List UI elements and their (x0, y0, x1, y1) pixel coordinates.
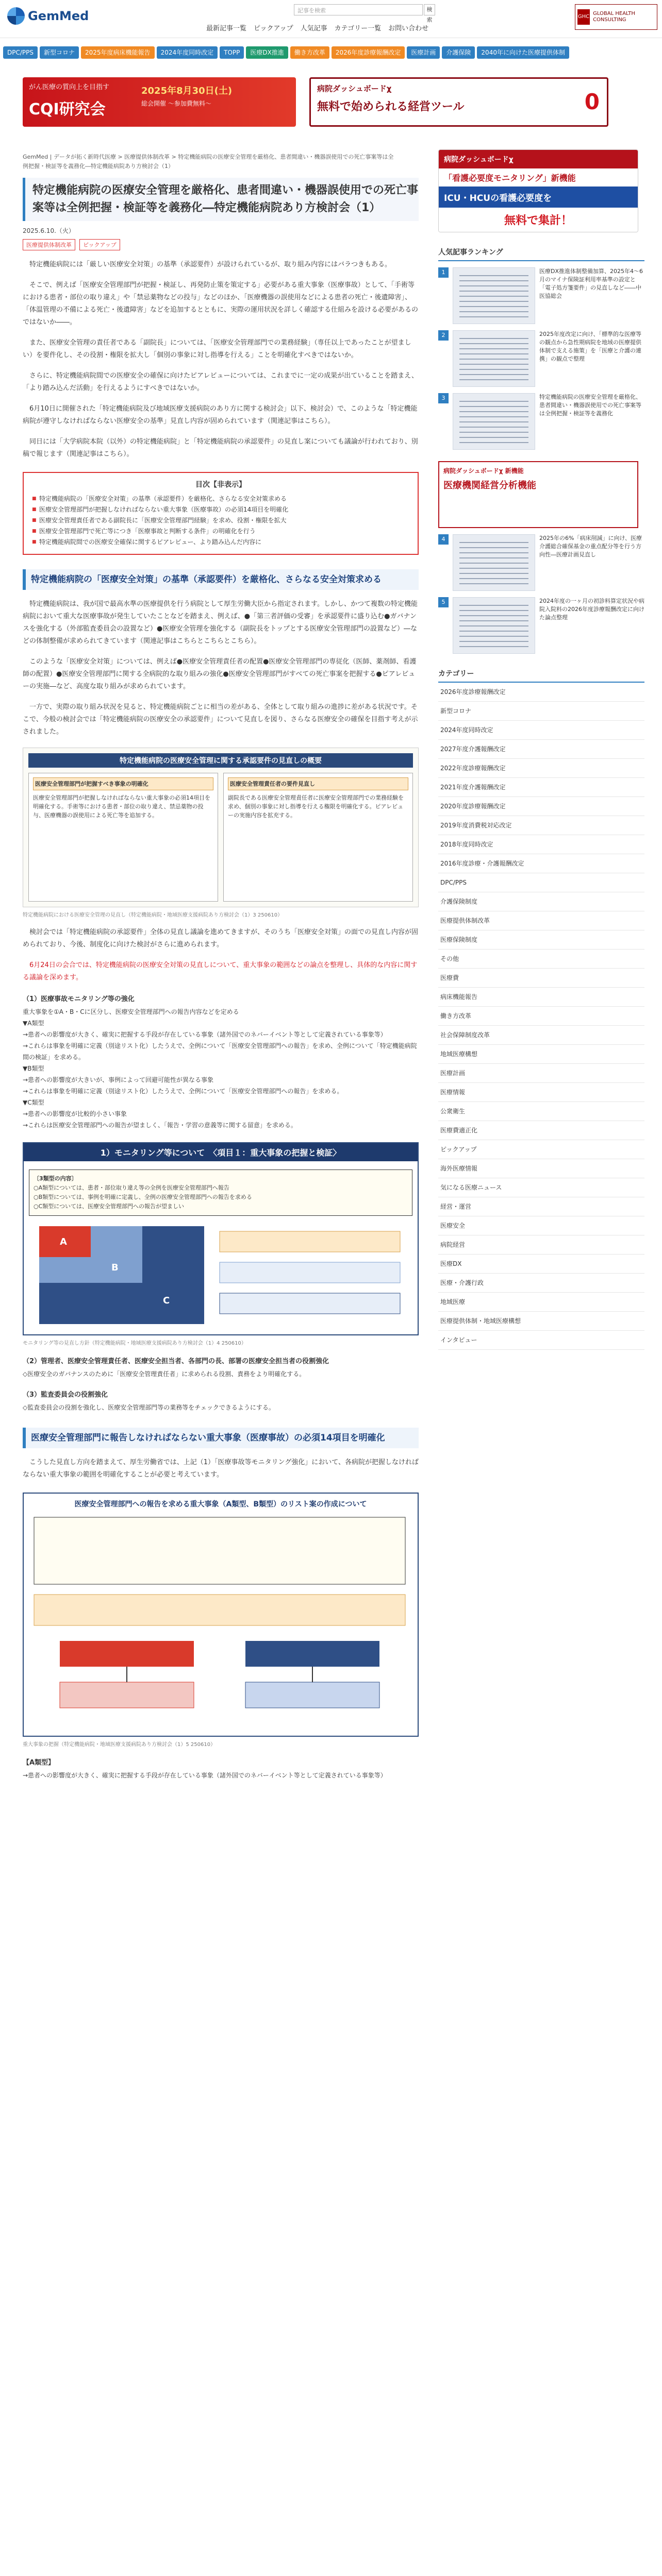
cat-tab[interactable]: 働き方改革 (290, 46, 329, 59)
toc-heading[interactable]: 目次【非表示】 (195, 481, 246, 489)
category-item[interactable]: 経営・運営 (438, 1197, 644, 1216)
toc-item[interactable]: ■ 医療安全管理責任者である副院長に「医療安全管理部門経験」を求め、役割・権限を拡大 (32, 515, 409, 526)
rank-thumbnail (453, 267, 535, 324)
ghc-text: GLOBAL HEALTH CONSULTING (593, 11, 635, 23)
figure-panel-text: 副院長である医療安全管理責任者に医療安全管理部門での業務経験を求め、個別の事象に対し指導を行える権限を明確化する。ピアレビューの実施内容を拡充する。 (228, 794, 404, 819)
toc-item[interactable]: ■ 医療安全管理部門で死亡等につき「医療事故と判断する条件」の明確化を行う (32, 526, 409, 537)
rank-number: 1 (438, 267, 449, 278)
ad-blue: ICU・HCUの看護必要度を (439, 187, 638, 208)
ranking-item[interactable] (438, 534, 644, 591)
subsection-heading: （3）監査委員会の役割強化 (23, 1391, 108, 1399)
figure-line: 〔3類型の内容〕 (34, 1175, 77, 1182)
cat-tab[interactable]: 2026年度診療報酬改定 (332, 46, 405, 59)
ranking-heading: 人気記事ランキング (438, 247, 644, 261)
diagram-label-a: A (60, 1236, 67, 1247)
diagram-box-a-list (60, 1682, 194, 1708)
category-item[interactable]: 医療提供体制改革 (438, 911, 644, 930)
ad-sub: 「看護必要度モニタリング」新機能 (439, 168, 638, 187)
ad-free: 無料で集計！ (439, 208, 638, 232)
search-button[interactable]: 検索 (424, 4, 435, 15)
rank-number: 5 (438, 597, 449, 607)
section-heading: 特定機能病院の「医療安全対策」の基準（承認要件）を厳格化、さらなる安全対策求める (23, 569, 419, 590)
ad2-main: 医療機関経営分析機能 (443, 480, 536, 491)
toc-item[interactable]: ■ 特定機能病院間での医療安全確保に関するピアレビュー、より踏み込んだ内容に (32, 537, 409, 548)
figure-panel (223, 773, 413, 902)
cat-tab[interactable]: 医療計画 (407, 46, 440, 59)
figure-panel-heading: 医療安全管理責任者の要件見直し (228, 777, 408, 790)
dashboard-banner-main: 無料で始められる経営ツール (317, 100, 465, 113)
sidebar-ad-nursing[interactable] (438, 149, 638, 232)
diagram-box-a (60, 1641, 194, 1667)
category-item[interactable]: その他 (438, 950, 644, 969)
cqi-date: 2025年8月30日(土) (141, 86, 233, 96)
table-of-contents (23, 472, 419, 555)
diagram-box-b (245, 1641, 379, 1667)
figure-event-list[interactable] (23, 1493, 419, 1737)
category-item[interactable]: 2024年度同時改定 (438, 721, 644, 740)
paragraph: 検討会では「特定機能病院の承認要件」全体の見直し議論を進めてきますが、そのうち「医療安全対策」の面での見直し内容が固められており、今後、制度化に向けた検討がさらに進められます。 (23, 928, 419, 948)
cat-tab[interactable]: 2024年度同時改定 (157, 46, 218, 59)
abc-diagram-svg (29, 1221, 410, 1329)
category-item[interactable]: 2016年度診療・介護報酬改定 (438, 854, 644, 873)
cat-tab[interactable]: 2025年度病床機能報告 (81, 46, 155, 59)
rank-number: 2 (438, 330, 449, 341)
cqi-title: CQI研究会 (29, 100, 106, 118)
category-item[interactable]: 新型コロナ (438, 702, 644, 721)
paragraph: また、医療安全管理の責任者である「副院長」については、「医療安全管理部門での業務経験」（専任以上であったことが望ましい）を要件化し、その役割・権限を拡大し「個別の事象に対し指導を行える」ことを明確化すべきではないか。 (23, 339, 411, 359)
nav-popular[interactable]: 人気記事 (300, 25, 327, 32)
header (0, 0, 662, 38)
top-nav (206, 23, 428, 32)
dashboard-banner[interactable] (309, 77, 608, 127)
category-item[interactable]: 社会保障制度改革 (438, 1026, 644, 1045)
category-item[interactable]: DPC/PPS (438, 873, 644, 892)
sidebar-ad-dashboard[interactable] (438, 461, 638, 528)
diagram-box (34, 1517, 405, 1584)
article-tags (23, 239, 419, 250)
ranking-item[interactable] (438, 597, 644, 654)
nav-pickup[interactable]: ピックアップ (254, 25, 293, 32)
category-list (438, 683, 644, 1350)
figure-title: 1）モニタリング等について 〈項目１：重大事象の把握と検証〉 (24, 1143, 418, 1161)
paragraph: 特定機能病院には「厳しい医療安全対策」の基準（承認要件）が設けられているが、取り組み内容にはバラつきもある。 (29, 261, 392, 268)
figure-title: 医療安全管理部門への報告を求める重大事象（A類型、B類型）のリスト案の作成について (74, 1500, 367, 1509)
rank-text: 2025年度改定に向け、「標準的な医療等の観点から急性期病院を地域の医療提供体制で支える施策」を「医療と介護の連携」の観点で整理 (539, 331, 642, 362)
rank-text: 2024年度の一ヶ月の初診料算定状況や病院入院料の2026年度診療報酬改定に向けた論点整理 (539, 598, 644, 621)
cat-tab[interactable]: 2040年に向けた医療提供体制 (477, 46, 569, 59)
category-item[interactable]: 医療DX (438, 1255, 644, 1274)
logo-text: GemMed (28, 9, 89, 23)
category-item[interactable]: 医療・介護行政 (438, 1274, 644, 1293)
figure-caption: 特定機能病院における医療安全管理の見直し（特定機能病院・地域医療支援病院あり方検討会（1）3 250610） (23, 912, 283, 918)
cat-tab[interactable]: TOPP (220, 46, 244, 59)
search-input[interactable]: 記事を検索 (294, 4, 423, 15)
category-item[interactable]: 病院経営 (438, 1235, 644, 1255)
category-item[interactable]: 医療安全 (438, 1216, 644, 1235)
paragraph: 特定機能病院は、我が国で最高水準の医療提供を行う病院として厚生労働大臣から指定されます。しかし、かつて複数の特定機能病院において重大な医療事故が発生していたことなどを踏まえ、例えば、●「第三者評価の受審」を承認要件に盛り込む●ガバナンスを強化する（外部監査委員会の設置など）●医療安全管理を強化する（副院長をトップとする医療安全管理部門の設置など）―などの体制整備が求められてきています（関連記事はこちらとこちらとこちら）。 (23, 600, 418, 645)
ranking-item[interactable] (438, 330, 644, 387)
event-list-diagram-svg (29, 1512, 410, 1728)
article (23, 178, 419, 1781)
figure-line: ○A類型については、患者・部位取り違え等の全例を医療安全管理部門へ報告 (34, 1184, 229, 1191)
toc-item[interactable]: ■ 特定機能病院の「医療安全対策」の基準（承認要件）を厳格化、さらなる安全対策求める (32, 494, 409, 504)
category-item[interactable]: 2027年度介護報酬改定 (438, 740, 644, 759)
subsection-body: ◇監査委員会の役割を強化し、医療安全管理部門等の業務等をチェックできるようにする。 (23, 1404, 275, 1411)
subsection-heading: 【A類型】 (23, 1759, 55, 1767)
rank-text: 2025年の6%「病床削減」に向け、医療介護総合確保基金の重点配分等を行う方向性―医療計画見直し (539, 535, 642, 558)
sidebar (438, 149, 644, 1350)
nav-contact[interactable]: お問い合わせ (388, 25, 429, 32)
nav-categories[interactable]: カテゴリー一覧 (334, 25, 382, 32)
category-item[interactable]: 2026年度診療報酬改定 (438, 683, 644, 702)
cat-tab[interactable]: 新型コロナ (40, 46, 79, 59)
rank-thumbnail (453, 597, 535, 654)
rank-thumbnail (453, 393, 535, 450)
category-item[interactable]: 医療費適正化 (438, 1121, 644, 1140)
category-item[interactable]: ピックアップ (438, 1140, 644, 1159)
subsection-body: 重大事象を①A・B・Cに区分し、医療安全管理部門への報告内容などを定める ▼A類型 →患者への影響度が大きく、確実に把握する手段が存在している事象（諸外国でのネバーイベント等として定義されている事象等） →これらは事象を明確に定義（別途リスト化）したうえで、全例について「医療安全管理部門への報告」を求め、全例について「特定機能病院間の検証」を求める。 ▼B類型 →患者への影響度が大きいが、事例によって回避可能性が異なる事象 →これらは事象を明確に定義（別途リスト化）したうえで、全例について「医療安全管理部門への報告」を求める。 ▼C類型 →患者への影響度が比較的小さい事象 →これらは医療安全管理部門への報告が望ましく、「報告・学習の意義等に関する留意」を求める。 (23, 1008, 417, 1129)
figure-panel-text: 医療安全管理部門が把握しなければならない重大事象の必須14項目を明確化する。手術等における患者・部位の取り違え、禁忌薬物の投与、医療機器の誤使用による死亡等を追加する。 (33, 794, 210, 819)
breadcrumb: GemMed | データが拓く新時代医療 > 医療提供体制改革 > 特定機能病院の医療安全管理を厳格化、患者間違い・機器誤使用での死亡事案等は全例把握・検証等を義務化―特定機能病院あり方検討会（1） (23, 154, 394, 170)
cat-tab[interactable]: 介護保険 (442, 46, 475, 59)
tag[interactable]: ピックアップ (79, 239, 120, 250)
category-item[interactable]: 海外医療情報 (438, 1159, 644, 1178)
rank-thumbnail (453, 534, 535, 591)
category-item[interactable]: 医療提供体制・地域医療構想 (438, 1312, 644, 1331)
dashboard-banner-zero: 0 (584, 89, 600, 114)
diagram-box-b-list (245, 1682, 379, 1708)
category-item[interactable]: 地域医療構想 (438, 1045, 644, 1064)
diagram-note-box (220, 1293, 400, 1314)
figure-panel (28, 773, 218, 902)
figure-monitoring[interactable] (23, 1142, 419, 1335)
paragraph: 一方で、実際の取り組み状況を見ると、特定機能病院ごとに相当の差がある、全体として取り組みの進捗に差がある状況です。そこで、今般の検討会では「特定機能病院の医療安全の承認要件」について見直しを図り、さらなる医療安全の確保を目指す考えが示されました。 (23, 703, 418, 736)
category-item[interactable]: 2021年度介護報酬改定 (438, 778, 644, 797)
article-date: 2025.6.10.（火） (23, 227, 75, 234)
cqi-sub: がん医療の質向上を目指す (29, 83, 110, 91)
diagram-box (34, 1595, 405, 1625)
figure-diagram (29, 1221, 412, 1329)
nav-latest[interactable]: 最新記事一覧 (206, 25, 247, 32)
dashboard-banner-top: 病院ダッシュボードχ (317, 84, 392, 93)
cat-tab[interactable]: 医療DX推進 (246, 46, 288, 59)
site-logo[interactable] (7, 7, 89, 25)
paragraph: 6月24日の会合では、特定機能病院の医療安全対策の見直しについて、重大事象の範囲などの論点を整理し、具体的な内容に関する議論を深めます。 (23, 961, 418, 981)
toc-item[interactable]: ■ 医療安全管理部門が把握しなければならない重大事象（医療事故）の必須14項目を明確化 (32, 504, 409, 515)
subsection-heading: （2）管理者、医療安全管理責任者、医療安全担当者、各部門の長、部署の医療安全担当者の役割強化 (23, 1358, 329, 1365)
category-item[interactable]: 医療費 (438, 969, 644, 988)
paragraph: 6月10日に開催された「特定機能病院及び地域医療支援病院のあり方に関する検討会」以下、検討会）で、このような「特定機能病院が遵守しなければならない医療安全の基準」見直し内容が固められています（関連記事はこちら）。 (23, 405, 418, 425)
figure-line: ○B類型については、事例を明確に定義し、全例の医療安全管理部門への報告を求める (34, 1194, 252, 1200)
diagram-label-c: C (163, 1295, 170, 1306)
category-item[interactable]: 医療情報 (438, 1083, 644, 1102)
category-item[interactable]: 2019年度消費税対応改定 (438, 816, 644, 835)
figure-panel-heading: 医療安全管理部門が把握すべき事象の明確化 (33, 777, 213, 790)
diagram-label-b: B (111, 1262, 119, 1273)
ghc-banner[interactable] (575, 4, 657, 30)
figure-title: 特定機能病院の医療安全管理に関する承認要件の見直しの概要 (28, 753, 413, 768)
diagram-note-box (220, 1231, 400, 1252)
rank-number: 3 (438, 393, 449, 403)
category-item[interactable]: 医療計画 (438, 1064, 644, 1083)
ranking-item[interactable] (438, 393, 644, 450)
rank-thumbnail (453, 330, 535, 387)
figure-caption: モニタリング等の見直し方針（特定機能病院・地域医療支援病院あり方検討会（1）4 250610） (23, 1341, 246, 1346)
ghc-logo-icon: GHC (577, 9, 590, 25)
cat-tab[interactable]: DPC/PPS (3, 46, 38, 59)
subsection-body: ◇医療安全のガバナンスのために「医療安全管理責任者」に求められる役割、責務をより明確化する。 (23, 1370, 306, 1378)
paragraph: こうした見直し方向を踏まえて、厚生労働省では、上記（1）「医療事故等モニタリング強化」において、各病院が把握しなければならない重大事象の範囲を明確化することが必要と考えています。 (23, 1459, 419, 1479)
category-item[interactable]: 公衆衛生 (438, 1102, 644, 1121)
ranking-item[interactable] (438, 267, 644, 324)
paragraph: そこで、例えば「医療安全管理部門が把握・検証し、再発防止策を策定する」必要がある重大事象（医療事故）として、「手術等における患者・部位の取り違え」や「禁忌薬物などの投与」などのほか、「医療機器の誤使用などによる患者の死亡・後遺障害」、「体温管理の不備による死亡・後遺障害」などを追加するとともに、実際の運用状況を詳しく確認する仕組みを設ける必要があるのではないか――。 (23, 281, 419, 326)
ad2-top: 病院ダッシュボードχ 新機能 (443, 467, 524, 474)
subsection-heading: （1）医療事故モニタリング等の強化 (23, 995, 135, 1003)
rank-text: 医療DX推進体制整備加算、2025年4〜6月のマイナ保険証利用率基準の設定と「電子処方箋要件」の見直しなど――中医協総会 (539, 268, 643, 299)
category-item[interactable]: 2018年度同時改定 (438, 835, 644, 854)
paragraph: さらに、特定機能病院間での医療安全の確保に向けたピアレビューについては、これまでに一定の成果が出ていることを踏まえ、「より踏み込んだ活動」を行えるようにすべきではないか。 (23, 372, 419, 392)
figure-caption: 重大事象の把握（特定機能病院・地域医療支援病院あり方検討会（1）5 250610） (23, 1742, 216, 1748)
rank-number: 4 (438, 534, 449, 545)
cqi-banner[interactable] (23, 77, 296, 127)
logo-mark-icon (7, 7, 25, 25)
subsection-body: →患者への影響度が大きく、確実に把握する手段が存在している事象（諸外国でのネバーイベント等として定義されている事象等） (23, 1772, 387, 1779)
paragraph: 同日には「大学病院本院（以外）の特定機能病院」と「特定機能病院の承認要件」の見直し案についても議論が行われており、別稿で報じます（関連記事はこちら）。 (23, 438, 418, 458)
figure-line: ○C類型については、医療安全管理部門への報告が望ましい (34, 1203, 185, 1210)
rank-text: 特定機能病院の医療安全管理を厳格化、患者間違い・機器誤使用での死亡事案等は全例把握・検証等を義務化 (539, 394, 641, 417)
figure-textbox (29, 1170, 412, 1216)
tag[interactable]: 医療提供体制改革 (23, 239, 75, 250)
cqi-free: 総会開催 ～参加費無料～ (141, 100, 211, 107)
category-item[interactable]: 2022年度診療報酬改定 (438, 759, 644, 778)
ad-head: 病院ダッシュボードχ (439, 150, 638, 168)
section-heading: 医療安全管理部門に報告しなければならない重大事象（医療事故）の必須14項目を明確化 (23, 1428, 419, 1448)
category-item[interactable]: 地域医療 (438, 1293, 644, 1312)
category-item[interactable]: 医療保険制度 (438, 930, 644, 950)
category-item[interactable]: 病床機能報告 (438, 988, 644, 1007)
category-item[interactable]: インタビュー (438, 1331, 644, 1350)
category-item[interactable]: 気になる医療ニュース (438, 1178, 644, 1197)
category-item[interactable]: 介護保険制度 (438, 892, 644, 911)
category-item[interactable]: 2020年度診療報酬改定 (438, 797, 644, 816)
article-title: 特定機能病院の医療安全管理を厳格化、患者間違い・機器誤使用での死亡事案等は全例把握・検証等を義務化―特定機能病院あり方検討会（1） (23, 178, 419, 221)
category-nav (0, 46, 662, 60)
diagram-note-box (220, 1262, 400, 1283)
category-item[interactable]: 働き方改革 (438, 1007, 644, 1026)
figure-requirements[interactable] (23, 748, 419, 907)
category-heading: カテゴリー (438, 668, 644, 683)
paragraph: このような「医療安全対策」については、例えば●医療安全管理責任者の配置●医療安全管理部門の専従化（医師、薬剤師、看護師の配置）●医療安全管理部門に関する全病院的な取り組みの強化●医療安全管理部門がすべての死亡事案を把握する●ピアレビューの実施―など、高度な取り組みが求められています。 (23, 658, 417, 690)
